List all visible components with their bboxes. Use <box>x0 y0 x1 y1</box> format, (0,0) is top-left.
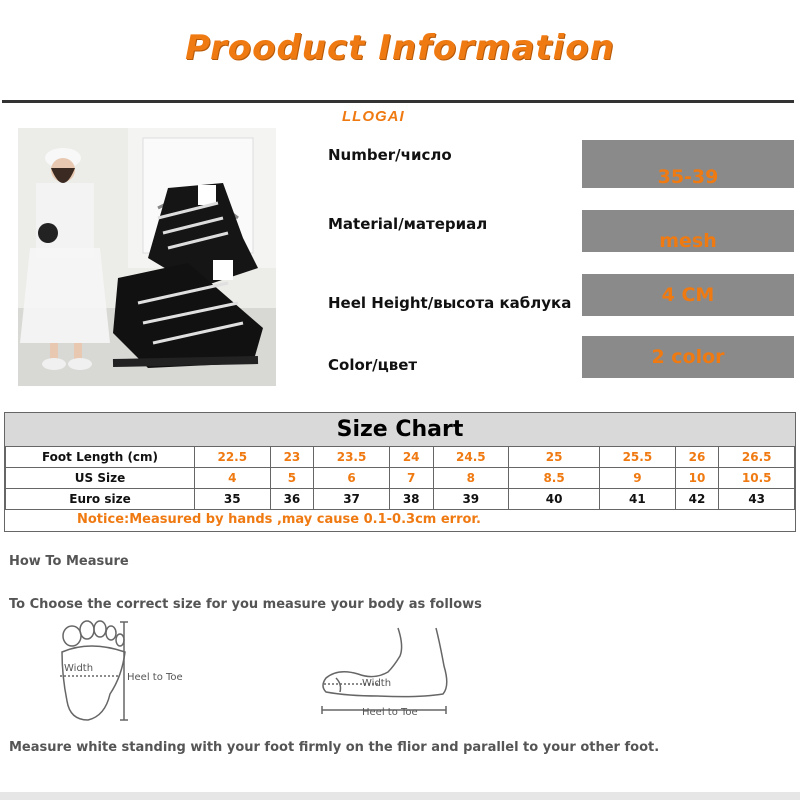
spec-label-color: Color/цвет <box>328 356 418 374</box>
size-chart-notice: Notice:Measured by hands ,may cause 0.1-0.3cm error. <box>77 512 481 527</box>
table-cell: 24 <box>389 447 433 468</box>
foot-sole-diagram <box>50 616 200 728</box>
spec-label-heel-height: Heel Height/высота каблука <box>328 294 572 312</box>
table-cell: 38 <box>389 489 433 510</box>
heel-toe-label-left: Heel to Toe <box>127 672 183 683</box>
title-divider <box>2 100 794 103</box>
size-chart-title: Size Chart <box>5 413 795 447</box>
brand-logo-text: LLOGAI <box>342 108 405 125</box>
page-title: Prooduct Information <box>185 28 615 68</box>
spec-label-number: Number/число <box>328 146 452 164</box>
table-cell: 8.5 <box>509 468 600 489</box>
table-cell: 23.5 <box>314 447 390 468</box>
table-cell: 22.5 <box>195 447 271 468</box>
table-cell: 43 <box>719 489 795 510</box>
heel-toe-label-right: Heel to Toe <box>362 707 418 718</box>
row-label: US Size <box>6 468 195 489</box>
table-cell: 23 <box>270 447 314 468</box>
spec-value-material <box>582 210 794 252</box>
table-cell: 10.5 <box>719 468 795 489</box>
width-label-left: Width <box>64 663 94 674</box>
spec-value-color-text: 2 color <box>651 346 725 368</box>
table-row-foot-length <box>6 447 795 468</box>
table-cell: 25.5 <box>600 447 676 468</box>
table-cell: 26.5 <box>719 447 795 468</box>
table-cell: 39 <box>433 489 509 510</box>
table-cell: 10 <box>675 468 719 489</box>
table-cell: 9 <box>600 468 676 489</box>
table-cell: 41 <box>600 489 676 510</box>
table-cell: 25 <box>509 447 600 468</box>
spec-value-heel-height <box>582 274 794 316</box>
spec-value-number-text: 35-39 <box>657 166 719 188</box>
table-cell: 7 <box>389 468 433 489</box>
table-cell: 26 <box>675 447 719 468</box>
table-cell: 42 <box>675 489 719 510</box>
table-cell: 35 <box>195 489 271 510</box>
how-to-measure-heading: How To Measure <box>9 554 129 569</box>
row-label: Foot Length (cm) <box>6 447 195 468</box>
table-cell: 40 <box>509 489 600 510</box>
table-cell: 4 <box>195 468 271 489</box>
table-cell: 6 <box>314 468 390 489</box>
measure-instruction: Measure white standing with your foot firmly on the flior and parallel to your other foot. <box>9 740 660 755</box>
table-cell: 5 <box>270 468 314 489</box>
footer-strip <box>0 792 800 800</box>
table-cell: 37 <box>314 489 390 510</box>
size-chart-table <box>5 446 795 510</box>
table-cell: 24.5 <box>433 447 509 468</box>
spec-label-material: Material/материал <box>328 215 488 233</box>
foot-side-diagram <box>318 626 458 720</box>
spec-value-color <box>582 336 794 378</box>
table-cell: 36 <box>270 489 314 510</box>
how-to-measure-subheading: To Choose the correct size for you measure your body as follows <box>9 597 482 612</box>
product-photo <box>18 128 276 386</box>
spec-value-heel-height-text: 4 CM <box>661 284 715 306</box>
size-chart <box>4 412 796 532</box>
spec-value-material-text: mesh <box>659 230 717 252</box>
table-row-euro-size <box>6 489 795 510</box>
row-label: Euro size <box>6 489 195 510</box>
table-cell: 8 <box>433 468 509 489</box>
table-row-us-size <box>6 468 795 489</box>
product-photo-illustration <box>18 128 276 386</box>
width-label-right: Width <box>362 678 392 689</box>
spec-value-number <box>582 140 794 188</box>
